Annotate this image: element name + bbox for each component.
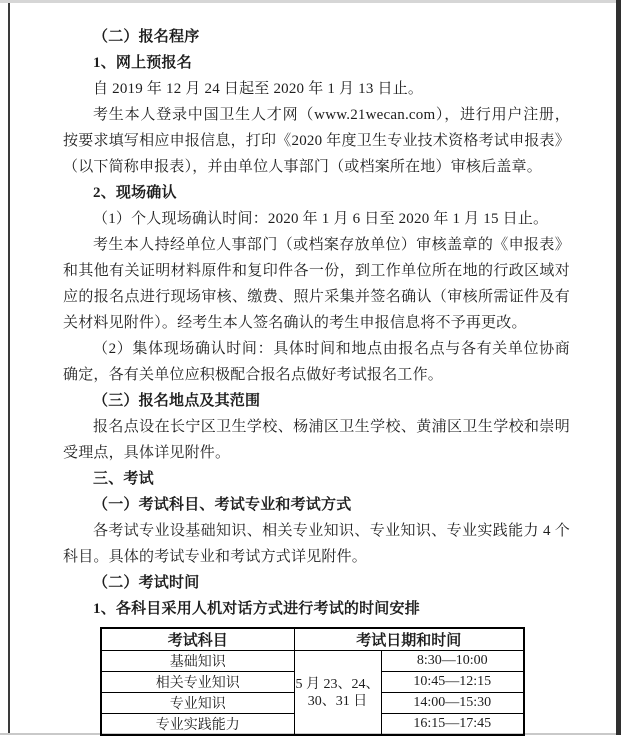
table-header-row xyxy=(101,628,524,651)
heading-online-preregistration: 1、网上预报名 xyxy=(93,55,192,71)
paragraph-confirmation-materials: 考生本人持经单位人事部门（或档案存放单位）审核盖章的《申报表》和其他有关证明材料原件和复印件各一份，到工作单位所在地的行政区域对应的报名点进行现场审核、缴费、照片采集并签名确认（审核所需证件及有关材料见附件）。经考生本人签名确认的考生申报信息将不予再更改。 xyxy=(63,237,570,331)
column-header-exam-datetime: 考试日期和时间 xyxy=(294,628,524,651)
cell-subject-professional-practice: 专业实践能力 xyxy=(101,714,294,736)
paragraph-exam-subjects: 各考试专业设基础知识、相关专业知识、专业知识、专业实践能力 4 个科目。具体的考试专业和考试方式详见附件。 xyxy=(63,523,570,565)
paragraph-group-confirmation-time: （2）集体现场确认时间：具体时间和地点由报名点与各有关单位协商确定，各有关单位应积极配合报名点做好考试报名工作。 xyxy=(63,341,570,383)
heading-computer-exam-schedule: 1、各科目采用人机对话方式进行考试的时间安排 xyxy=(93,601,420,617)
heading-registration-procedure: （二）报名程序 xyxy=(93,29,200,45)
heading-exam-subjects-methods: （一）考试科目、考试专业和考试方式 xyxy=(93,497,352,513)
cell-time-professional-knowledge: 14:00—15:30 xyxy=(381,693,524,714)
column-header-exam-subject: 考试科目 xyxy=(101,628,294,651)
paragraph-preregistration-dates: 自 2019 年 12 月 24 日起至 2020 年 1 月 13 日止。 xyxy=(93,81,424,97)
cell-subject-related-professional-knowledge: 相关专业知识 xyxy=(101,672,294,693)
cell-subject-basic-knowledge: 基础知识 xyxy=(101,651,294,672)
exam-schedule-table xyxy=(100,627,525,736)
exam-date-line-1: 5 月 23、24、 xyxy=(295,676,380,692)
paragraph-registration-locations: 报名点设在长宁区卫生学校、杨浦区卫生学校、黄浦区卫生学校和崇明受理点，具体详见附件。 xyxy=(63,419,570,461)
page-left-edge xyxy=(8,3,10,733)
paragraph-individual-confirmation-time: （1）个人现场确认时间：2020 年 1 月 6 日至 2020 年 1 月 15 日止。 xyxy=(93,211,549,227)
cell-subject-professional-knowledge: 专业知识 xyxy=(101,693,294,714)
heading-exam-time: （二）考试时间 xyxy=(93,575,200,591)
heading-examination: 三、考试 xyxy=(93,471,154,487)
table-row xyxy=(101,651,524,672)
document-content xyxy=(63,24,570,736)
cell-time-professional-practice: 16:15—17:45 xyxy=(381,714,524,736)
cell-time-related-professional-knowledge: 10:45—12:15 xyxy=(381,672,524,693)
page-right-edge xyxy=(616,0,621,735)
paragraph-online-registration-steps: 考生本人登录中国卫生人才网（www.21wecan.com），进行用户注册，按要求填写相应申报信息，打印《2020 年度卫生专业技术资格考试申报表》（以下简称申报表），并由单位人事部门（或档案所在地）审核后盖章。 xyxy=(63,107,570,175)
heading-registration-locations: （三）报名地点及其范围 xyxy=(93,393,261,409)
cell-time-basic-knowledge: 8:30—10:00 xyxy=(381,651,524,672)
exam-date-line-2: 30、31 日 xyxy=(307,693,368,709)
viewer-top-strip xyxy=(0,0,621,3)
heading-onsite-confirmation: 2、现场确认 xyxy=(93,185,177,201)
cell-exam-dates xyxy=(294,651,381,736)
